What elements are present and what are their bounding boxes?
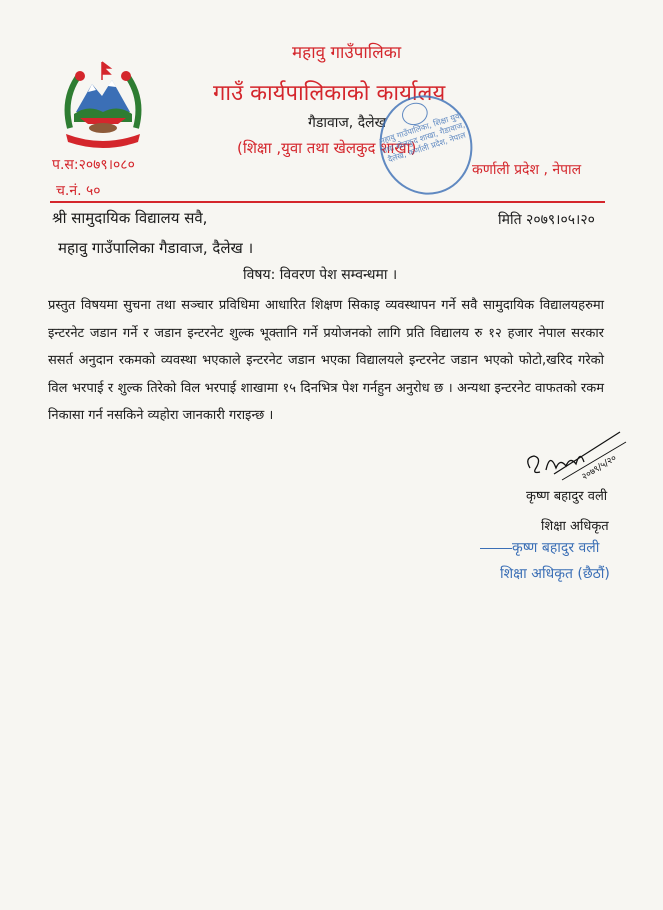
name-stamp-divider [480, 548, 512, 549]
addressee-line-2: महावु गाउँपालिका गैडावाज, दैलेख । [58, 239, 254, 257]
handwritten-signature [520, 428, 630, 488]
province-label: कर्णाली प्रदेश , नेपाल [472, 162, 582, 178]
signer-title: शिक्षा अधिकृत [541, 519, 609, 534]
signer-name: कृष्ण बहादुर वली [526, 489, 608, 504]
letter-date: मिति २०७९।०५।२० [498, 212, 595, 228]
office-location: गैडावाज, दैलेख [308, 115, 387, 131]
letterhead-divider [50, 201, 605, 203]
signature-date: २०७९/५/२० [580, 453, 619, 483]
nepal-government-emblem-icon [58, 58, 148, 148]
section-name: (शिक्षा ,युवा तथा खेलकुद शाखा) [237, 139, 417, 157]
office-name: गाउँ कार्यपालिकाको कार्यालय [213, 81, 446, 106]
addressee-line-1: श्री सामुदायिक विद्यालय सवै, [52, 209, 208, 227]
letter-subject: विषय: विवरण पेश सम्वन्धमा । [243, 267, 398, 283]
municipality-name: महावु गाउँपालिका [292, 43, 402, 63]
dispatch-number: च.नं. ५० [56, 183, 101, 199]
stamp-text: महावु गाउँपालिका, शिक्षा युवा तथा खेलकुद शाखा, गैडावाज, दैलेख, कर्णाली प्रदेश, नेपाल [378, 110, 467, 165]
letter-body: प्रस्तुत विषयमा सुचना तथा सञ्चार प्रविधिमा आधारित शिक्षण सिकाइ व्यवस्थापन गर्ने सवै सामुदायिक विद्यालयहरुमा इन्टरनेट जडान गर्ने र जडान इन्टरनेट शुल्क भूक्तानि गर्ने प्रयोजनको लागि प्रति विद्यालय रु १२ हजार नेपाल सरकार ससर्त अनुदान रकमको व्यवस्था भएकाले इन्टरनेट जडान भएका विद्यालयले इन्टरनेट जडान भएको फोटो,खरिद गरेको विल भरपाई र शुल्क तिरेको विल भरपाई शाखामा १५ दिनभित्र पेश गर्नहुन अनुरोध छ । अन्यथा इन्टरनेट वाफतको रकम निकासा गर्न नसकिने व्यहोरा जानकारी गराइन्छ । [48, 298, 604, 424]
reference-number: प.स:२०७९।०८० [52, 157, 135, 173]
name-stamp-name: कृष्ण बहादुर वली [512, 540, 600, 556]
name-stamp-title: शिक्षा अधिकृत (छैठौं) [500, 566, 610, 582]
